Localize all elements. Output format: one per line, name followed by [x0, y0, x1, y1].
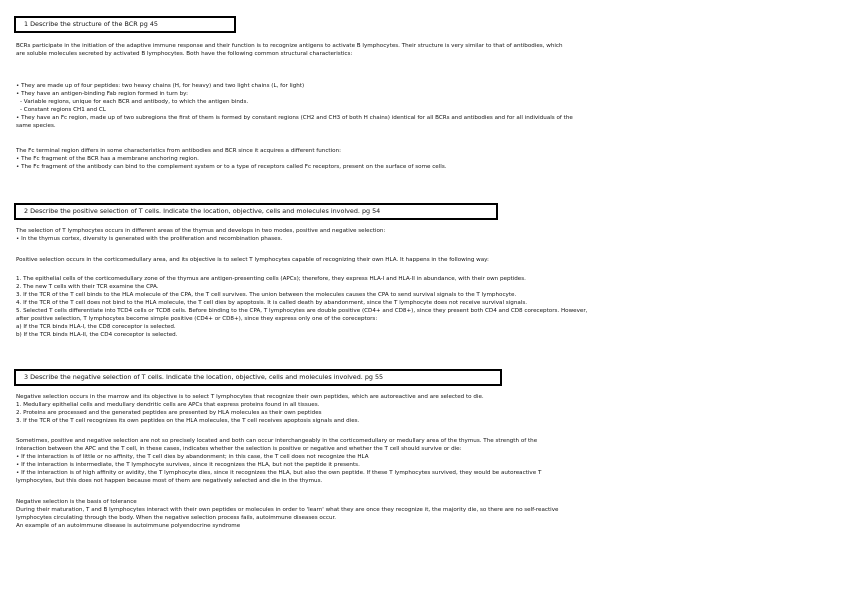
list-item: • They are made up of four peptides: two heavy chains (H, for heavy) and two light chains (L, for light)	[16, 83, 305, 89]
list-item: • If the interaction is of little or no affinity, the T cell dies by abandonment; in this case, the T cell does not recognize the HLA	[16, 454, 369, 460]
paragraph-line: interaction between the APC and the T cell, in these cases, indicates whether the selection is positive or negative and whether the T cell should survive or die:	[16, 446, 462, 452]
section-heading-2: 2 Describe the positive selection of T cells. Indicate the location, objective, cells and molecules involved. pg 54	[14, 203, 498, 220]
list-item: • In the thymus cortex, diversity is generated with the proliferation and recombination phases.	[16, 236, 283, 242]
paragraph-line: The selection of T lymphocytes occurs in different areas of the thymus and develops in two modes, positive and negative selection:	[16, 228, 386, 234]
list-item: 5. Selected T cells differentiate into TCD4 cells or TCD8 cells. Before binding to the CPA, T lymphocytes are double positive (CD4+ and CD8+), since they present both CD4 and CD8 coreceptors. However,	[16, 308, 588, 314]
subheading-line: Negative selection is the basis of tolerance	[16, 499, 137, 505]
paragraph-line: are soluble molecules secreted by activated B lymphocytes. Both have the following common structural characteristics:	[16, 51, 353, 57]
list-item: • If the interaction is of high affinity or avidity, the T lymphocyte dies, since it recognizes the HLA, but also the own peptide. If these T lymphocytes survived, they would be autoreactive T	[16, 470, 542, 476]
paragraph-line: Negative selection occurs in the marrow and its objective is to select T lymphocytes that recognize their own peptides, which are autoreactive and are selected to die.	[16, 394, 484, 400]
section-heading-1: 1 Describe the structure of the BCR pg 45	[14, 16, 236, 33]
list-item: 4. If the TCR of the T cell does not bind to the HLA molecule, the T cell dies by apoptosis. It is called death by abandonment, since the T lymphocyte does not receive survival signals.	[16, 300, 528, 306]
list-item: 2. Proteins are processed and the generated peptides are presented by HLA molecules as their own peptides	[16, 410, 322, 416]
list-item: after positive selection, T lymphocytes become simple positive (CD4+ or CD8+), since they express only one of the coreceptors:	[16, 316, 378, 322]
list-item: • They have an antigen-binding Fab region formed in turn by:	[16, 91, 188, 97]
list-item: 1. Medullary epithelial cells and medullary dendritic cells are APCs that express proteins found in all tissues.	[16, 402, 320, 408]
list-item: • The Fc fragment of the BCR has a membrane anchoring region.	[16, 156, 199, 162]
list-item: • They have an Fc region, made up of two subregions the first of them is formed by constant regions (CH2 and CH3 of both H chains) identical for all BCRs and antibodies and for all individuals of the	[16, 115, 573, 121]
paragraph-line: BCRs participate in the initiation of the adaptive immune response and their function is to recognize antigens to activate B lymphocytes. Their structure is very similar to that of antibodies, which	[16, 43, 563, 49]
paragraph-line: Positive selection occurs in the corticomedullary area, and its objective is to select T lymphocytes capable of recognizing their own HLA. It happens in the following way:	[16, 257, 489, 263]
section-heading-3: 3 Describe the negative selection of T cells. Indicate the location, objective, cells and molecules involved. pg 55	[14, 369, 502, 386]
paragraph-line: lymphocytes circulating through the body. When the negative selection process fails, autoimmune diseases occur.	[16, 515, 337, 521]
list-item: 3. If the TCR of the T cell recognizes its own peptides on the HLA molecules, the T cell receives apoptosis signals and dies.	[16, 418, 360, 424]
list-item: b) If the TCR binds HLA-II, the CD4 coreceptor is selected.	[16, 332, 178, 338]
list-item: a) If the TCR binds HLA-I, the CD8 coreceptor is selected.	[16, 324, 176, 330]
list-item: - Variable regions, unique for each BCR and antibody, to which the antigen binds.	[20, 99, 249, 105]
list-item: same species.	[16, 123, 56, 129]
paragraph-line: An example of an autoimmune disease is autoimmune polyendocrine syndrome	[16, 523, 241, 529]
paragraph-line: During their maturation, T and B lymphocytes interact with their own peptides or molecules in order to 'learn' what they are once they recognize it, the majority die, so there are no self-reactive	[16, 507, 559, 513]
list-item: 1. The epithelial cells of the corticomedullary zone of the thymus are antigen-presenting cells (APCs); therefore, they express HLA-I and HLA-II in abundance, with their own peptides.	[16, 276, 526, 282]
list-item: 3. If the TCR of the T cell binds to the HLA molecule of the CPA, the T cell survives. The union between the molecules causes the CPA to send survival signals to the T lymphocyte.	[16, 292, 517, 298]
list-item: • If the interaction is intermediate, the T lymphocyte survives, since it recognizes the HLA, but not the peptide it presents.	[16, 462, 360, 468]
list-item: 2. The new T cells with their TCR examine the CPA.	[16, 284, 159, 290]
paragraph-line: Sometimes, positive and negative selection are not so precisely located and both can occur interchangeably in the corticomedullary or medullary area of the thymus. The strength of the	[16, 438, 538, 444]
list-item: lymphocytes, but this does not happen because most of them are negatively selected and die in the thymus.	[16, 478, 323, 484]
list-item: • The Fc fragment of the antibody can bind to the complement system or to a type of receptors called Fc receptors, present on the surface of some cells.	[16, 164, 447, 170]
list-item: - Constant regions CH1 and CL	[20, 107, 106, 113]
paragraph-line: The Fc terminal region differs in some characteristics from antibodies and BCR since it acquires a different function:	[16, 148, 342, 154]
